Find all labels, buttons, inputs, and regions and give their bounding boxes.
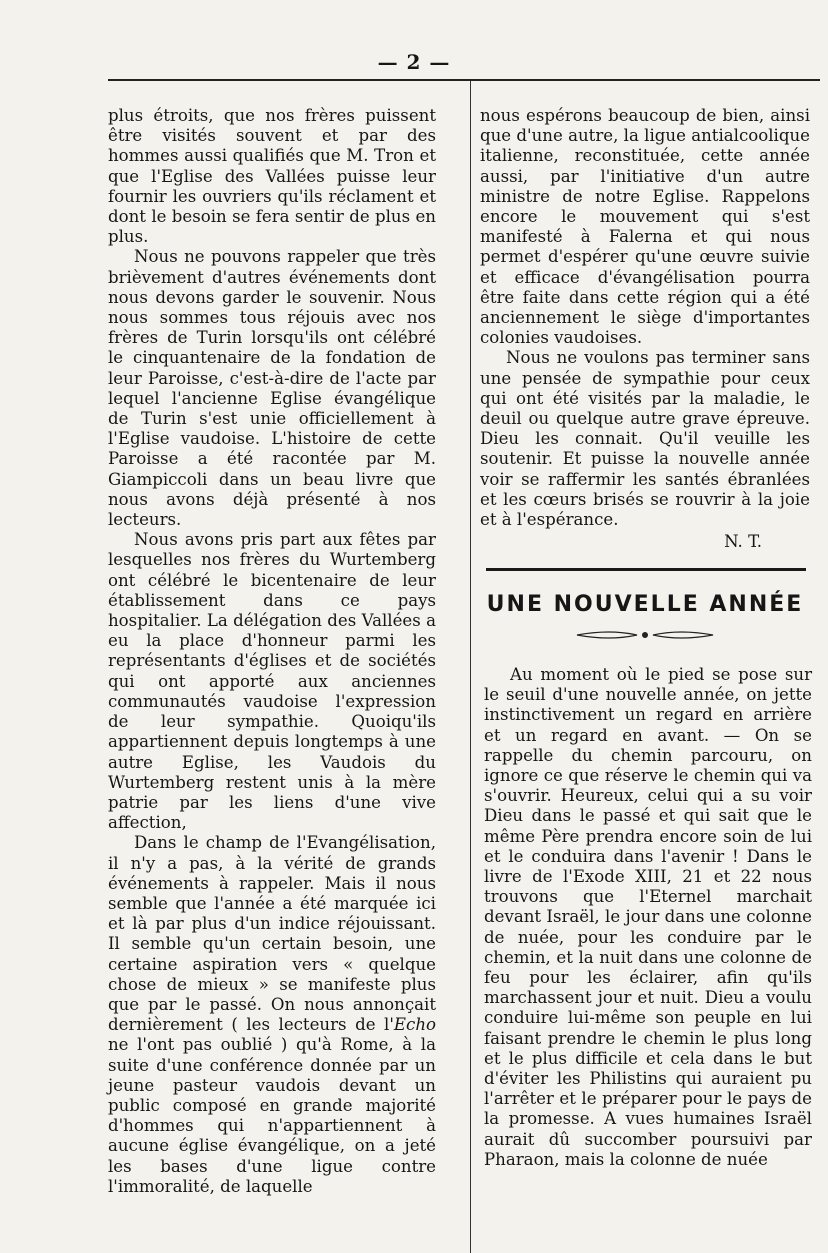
article-title: UNE NOUVELLE ANNÉE (486, 592, 804, 617)
paragraph-text: Dans le champ de l'Evangélisation, il n'y a pas, à la vérité de grands événements à rappeler. Mais il nous semble que l'année a été marquée ici et là par plus d'un indice réjouissant. Il semble qu'un certain besoin, une certaine aspiration vers « quelque chose de mieux » se manifeste plus que par le passé. On nous annonçait dernièrement ( les lecteurs de l' (108, 833, 436, 1035)
left-column (108, 106, 436, 1197)
paragraph: Nous avons pris part aux fêtes par lesquelles nos frères du Wurtemberg ont célébré le bicentenaire de leur établissement dans ce pays hospitalier. La délégation des Vallées a eu la place d'honneur parmi les représentants d'églises et de sociétés qui ont apporté aux anciennes communautés vaudoise l'expression de leur sympathie. Quoiqu'ils appartiennent depuis longtemps à une autre Eglise, les Vaudois du Wurtemberg restent unis à la mère patrie par les liens d'une vive affection, (108, 530, 436, 833)
right-column (480, 106, 810, 552)
paragraph: Nous ne pouvons rappeler que très brièvement d'autres événements dont nous devons garder le souvenir. Nous nous sommes tous réjouis avec nos frères de Turin lorsqu'ils ont célébré le cinquantenaire de la fondation de leur Paroisse, c'est-à-dire de l'acte par lequel l'ancienne Eglise évangélique de Turin s'est unie officiellement à l'Eglise vaudoise. L'histoire de cette Paroisse a été racontée par M. Giampiccoli dans un beau livre que nous avons déjà présenté à nos lecteurs. (108, 247, 436, 530)
header-rule (108, 79, 820, 81)
ornament-divider-icon (575, 628, 715, 642)
article-body: Au moment où le pied se pose sur le seuil d'une nouvelle année, on jette instinctivement un regard en arrière et un regard en avant. — On se rappelle du chemin parcouru, on ignore ce que réserve le chemin qui va s'ouvrir. Heureux, celui qui a su voir Dieu dans le passé et qui sait que le même Père prendra encore soin de lui et le conduira dans l'avenir ! Dans le livre de l'Exode XIII, 21 et 22 nous trouvons que l'Eternel marchait devant Israël, le jour dans une colonne de nuée, pour les conduire par le chemin, et la nuit dans une colonne de feu pour les éclairer, afin qu'ils marchassent jour et nuit. Dieu a voulu conduire lui-même son peuple en lui faisant prendre le chemin le plus long et le plus difficile et cela dans le but d'éviter les Philistins qui auraient pu l'arrêter et le préparer pour le pays de la promesse. A vues humaines Israël aurait dû succomber poursuivi par Pharaon, mais la colonne de nuée (484, 665, 812, 1169)
signature: N. T. (724, 532, 762, 552)
section-rule (486, 568, 806, 571)
paragraph: nous espérons beaucoup de bien, ainsi que d'une autre, la ligue antialcoolique italienne, reconstituée, cette année aussi, par l'initiative d'un autre ministre de notre Eglise. Rappelons encore le mouvement qui s'est manifesté à Falerna et qui nous permet d'espérer qu'une œuvre suivie et efficace d'évangélisation pourra être faite dans cette région qui a été anciennement le siège d'importantes colonies vaudoises. (480, 106, 810, 348)
paragraph: plus étroits, que nos frères puissent être visités souvent et par des hommes aussi qualifiés que M. Tron et que l'Eglise des Vallées puisse leur fournir les ouvriers qu'ils réclament et dont le besoin se fera sentir de plus en plus. (108, 106, 436, 247)
page-number: — 2 — (377, 50, 451, 74)
article-body-column (484, 665, 812, 1170)
journal-name: Echo (393, 1015, 436, 1035)
paragraph-text: ne l'ont pas oublié ) qu'à Rome, à la suite d'une conférence donnée par un jeune pasteur vaudois devant un public composé en grande majorité d'hommes qui n'appartiennent à aucune église évangélique, on a jeté les bases d'une ligue contre l'immoralité, de laquelle (108, 1035, 436, 1196)
paragraph: Nous ne voulons pas terminer sans une pensée de sympathie pour ceux qui ont été visités par la maladie, le deuil ou quelque autre grave épreuve. Dieu les connait. Qu'il veuille les soutenir. Et puisse la nouvelle année voir se raffermir les santés ébranlées et les cœurs brisés se rouvrir à la joie et à l'espérance. (480, 348, 810, 530)
paragraph (108, 833, 436, 1197)
column-divider (470, 81, 471, 1253)
